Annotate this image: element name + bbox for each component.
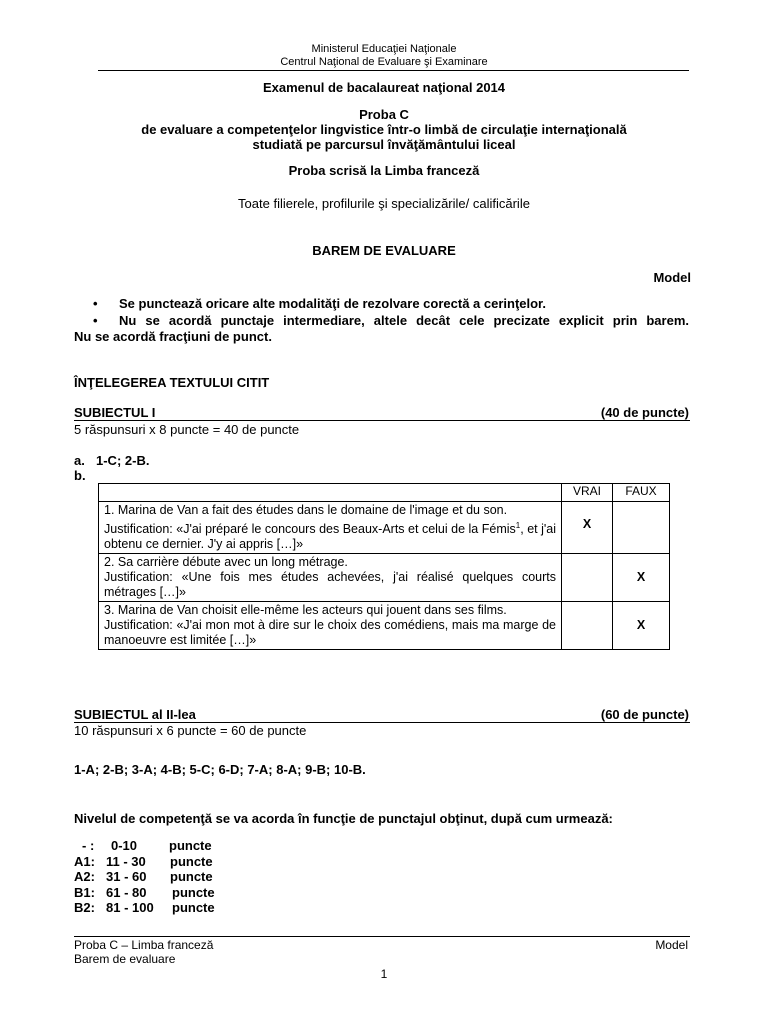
subject1-rule bbox=[74, 420, 690, 421]
competence-intro: Nivelul de competenţă se va acorda în funcţie de punctajul obţinut, după cum urmează: bbox=[74, 811, 613, 826]
statement-text: 1. Marina de Van a fait des études dans le domaine de l'image et du son. bbox=[104, 503, 508, 517]
column-vrai: VRAI bbox=[562, 484, 613, 502]
justification-text: Justification: «Une fois mes études achevées, j'ai réalisé quelques courts métrages […]» bbox=[104, 570, 556, 600]
footer-rule bbox=[74, 936, 690, 937]
footer-right: Model bbox=[655, 938, 688, 952]
level-unit: puncte bbox=[172, 885, 215, 900]
rule-item-2: Nu se acordă punctaje intermediare, altele decât cele precizate explicit prin barem. bbox=[119, 313, 689, 328]
section-heading: ÎNŢELEGEREA TEXTULUI CITIT bbox=[74, 375, 270, 390]
table-row bbox=[99, 502, 670, 554]
model-label: Model bbox=[653, 270, 691, 285]
level-unit: puncte bbox=[172, 900, 215, 915]
rule-item-3: Nu se acordă fracţiuni de punct. bbox=[74, 329, 272, 344]
exam-title: Examenul de bacalaureat naţional 2014 bbox=[262, 80, 506, 95]
subject2-points: (60 de puncte) bbox=[600, 707, 689, 722]
rule-item-1: Se punctează oricare alte modalităţi de rezolvare corectă a cerinţelor. bbox=[119, 296, 547, 311]
subject2-answers: 1-A; 2-B; 3-A; 4-B; 5-C; 6-D; 7-A; 8-A; 9-B; 10-B. bbox=[74, 762, 366, 777]
bullet-icon: • bbox=[93, 313, 98, 328]
level-unit: puncte bbox=[169, 838, 212, 853]
center-header: Centrul Naţional de Evaluare şi Examinare bbox=[280, 56, 488, 68]
level-label: B2: bbox=[74, 900, 95, 915]
audience-line: Toate filierele, profilurile şi specializările/ calificările bbox=[238, 196, 530, 211]
item-b-label: b. bbox=[74, 468, 86, 483]
level-unit: puncte bbox=[170, 869, 213, 884]
column-faux: FAUX bbox=[613, 484, 670, 502]
faux-mark: X bbox=[613, 554, 670, 602]
level-range: 11 - 30 bbox=[106, 854, 146, 869]
vrai-mark bbox=[562, 554, 613, 602]
vrai-mark: X bbox=[562, 502, 613, 554]
item-a-label: a. bbox=[74, 453, 85, 468]
vrai-mark bbox=[562, 602, 613, 650]
statement-text: 3. Marina de Van choisit elle-même les acteurs qui jouent dans ses films. bbox=[104, 603, 507, 618]
level-label: A1: bbox=[74, 854, 95, 869]
level-range: 0-10 bbox=[111, 838, 138, 853]
table-row bbox=[99, 554, 670, 602]
proba-description-line1: de evaluare a competenţelor lingvistice într-o limbă de circulaţie internaţională bbox=[141, 122, 627, 137]
statement-cell bbox=[99, 502, 562, 554]
table-row bbox=[99, 602, 670, 650]
level-range: 31 - 60 bbox=[106, 869, 147, 884]
subject2-title: SUBIECTUL al II-lea bbox=[74, 707, 196, 722]
faux-mark: X bbox=[613, 602, 670, 650]
footnote-marker: 1 bbox=[515, 521, 521, 530]
justification-text: Justification: «J'ai mon mot à dire sur le choix des comédiens, mais ma marge de manoeuvre est limitée […]» bbox=[104, 618, 556, 648]
level-range: 61 - 80 bbox=[106, 885, 147, 900]
header-rule bbox=[98, 70, 689, 71]
ministry-header: Ministerul Educaţiei Naţionale bbox=[311, 43, 457, 55]
level-label: - : bbox=[82, 838, 95, 853]
justification-text-cont: , et j'ai obtenu ce dernier. J'y ai appris […]» bbox=[104, 522, 556, 552]
footer-left-line2: Barem de evaluare bbox=[74, 952, 176, 966]
subject2-scoring: 10 răspunsuri x 6 puncte = 60 de puncte bbox=[74, 723, 307, 738]
level-range: 81 - 100 bbox=[106, 900, 154, 915]
justification-text: Justification: «J'ai préparé le concours des Beaux-Arts et celui de la Fémis bbox=[104, 522, 516, 537]
statement-cell bbox=[99, 554, 562, 602]
bullet-icon: • bbox=[93, 296, 98, 311]
statement-cell bbox=[99, 602, 562, 650]
level-unit: puncte bbox=[170, 854, 213, 869]
subject1-title: SUBIECTUL I bbox=[74, 405, 156, 420]
table-header-row bbox=[99, 484, 670, 502]
proba-title: Proba C bbox=[359, 107, 409, 122]
level-label: A2: bbox=[74, 869, 95, 884]
subject1-scoring: 5 răspunsuri x 8 puncte = 40 de puncte bbox=[74, 422, 300, 437]
proba-description-line2: studiată pe parcursul învăţământului liceal bbox=[252, 137, 516, 152]
vrai-faux-table bbox=[98, 483, 670, 650]
subject1-points: (40 de puncte) bbox=[600, 405, 689, 420]
level-label: B1: bbox=[74, 885, 95, 900]
page-number: 1 bbox=[380, 967, 388, 981]
table-header-empty bbox=[99, 484, 562, 502]
faux-mark bbox=[613, 502, 670, 554]
barem-heading: BAREM DE EVALUARE bbox=[312, 243, 456, 258]
item-a-answer: 1-C; 2-B. bbox=[96, 453, 150, 468]
footer-left-line1: Proba C – Limba franceză bbox=[74, 938, 214, 952]
subject-title: Proba scrisă la Limba franceză bbox=[288, 163, 480, 178]
statement-text: 2. Sa carrière débute avec un long métrage. bbox=[104, 555, 348, 570]
